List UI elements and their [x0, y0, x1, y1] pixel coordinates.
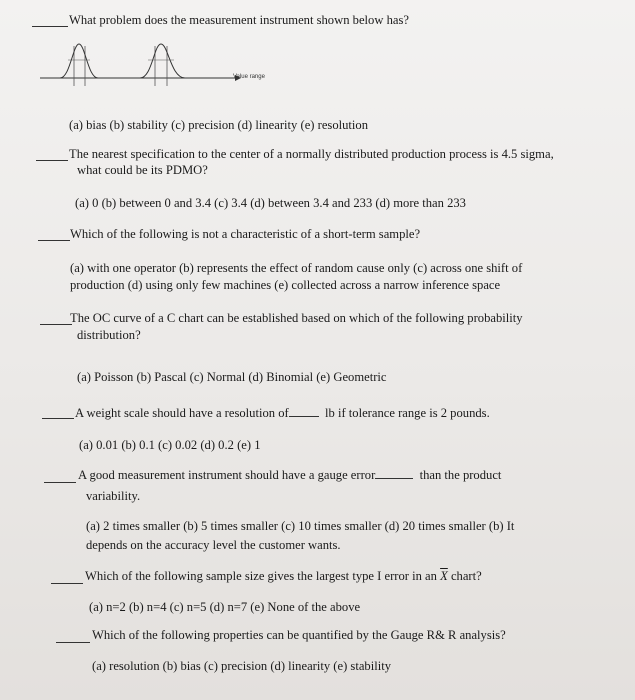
question-5-stem-before: A weight scale should have a resolution of — [75, 406, 289, 420]
question-8-options: (a) resolution (b) bias (c) precision (d) linearity (e) stability — [92, 659, 391, 673]
question-4-stem-line1: The OC curve of a C chart can be established based on which of the following probability — [70, 311, 523, 325]
question-4-stem-line2: distribution? — [77, 328, 141, 342]
question-6-stem-line2: variability. — [86, 489, 141, 503]
question-5-stem-after: lb if tolerance range is 2 pounds. — [325, 406, 490, 420]
question-2-stem-line2: what could be its PDMO? — [77, 163, 208, 177]
question-3-options-line2: production (d) using only few machines (e) collected across a narrow inference space — [70, 278, 501, 292]
question-1-options: (a) bias (b) stability (c) precision (d) linearity (e) resolution — [69, 118, 368, 132]
question-3-options-line1: (a) with one operator (b) represents the effect of random cause only (c) across one shift of — [70, 261, 523, 275]
answer-blank-5[interactable] — [42, 418, 74, 419]
question-5-options: (a) 0.01 (b) 0.1 (c) 0.02 (d) 0.2 (e) 1 — [79, 438, 261, 452]
question-2-stem-line1: The nearest specification to the center of a normally distributed production process is 4.5 sigma, — [69, 147, 554, 161]
question-6-options-line1: (a) 2 times smaller (b) 5 times smaller (c) 10 times smaller (d) 20 times smaller (b) It — [86, 519, 515, 533]
resolution-blank[interactable] — [289, 406, 319, 417]
answer-blank-1[interactable] — [32, 26, 68, 27]
answer-blank-2[interactable] — [36, 160, 68, 161]
answer-blank-7[interactable] — [51, 583, 83, 584]
gauge-error-blank[interactable] — [375, 468, 413, 479]
answer-blank-8[interactable] — [56, 642, 90, 643]
question-6-stem-before: A good measurement instrument should have a gauge error — [78, 468, 376, 482]
question-4-options: (a) Poisson (b) Pascal (c) Normal (d) Binomial (e) Geometric — [77, 370, 387, 384]
measurement-distribution-figure — [40, 38, 300, 98]
question-7-stem-before: Which of the following sample size gives the largest type I error in an — [85, 569, 437, 583]
answer-blank-3[interactable] — [38, 240, 70, 241]
question-7-options: (a) n=2 (b) n=4 (c) n=5 (d) n=7 (e) None of the above — [89, 600, 361, 614]
question-8-stem: Which of the following properties can be quantified by the Gauge R& R analysis? — [92, 628, 506, 642]
question-6-stem-after: than the product — [419, 468, 502, 482]
question-5-stem — [75, 406, 490, 421]
answer-blank-4[interactable] — [40, 324, 72, 325]
question-7-stem-after: chart? — [450, 569, 482, 583]
question-6-options-line2: depends on the accuracy level the customer wants. — [86, 538, 341, 552]
question-2-options: (a) 0 (b) between 0 and 3.4 (c) 3.4 (d) between 3.4 and 233 (d) more than 233 — [75, 196, 466, 210]
question-3-stem: Which of the following is not a characteristic of a short-term sample? — [70, 227, 421, 241]
question-6-stem-line1 — [78, 468, 501, 483]
x-bar-symbol: $\overline{X}$ — [440, 569, 448, 583]
question-1-stem: What problem does the measurement instrument shown below has? — [69, 13, 409, 27]
axis-label: Value range — [233, 74, 265, 80]
question-7-stem — [85, 569, 482, 584]
answer-blank-6[interactable] — [44, 482, 76, 483]
